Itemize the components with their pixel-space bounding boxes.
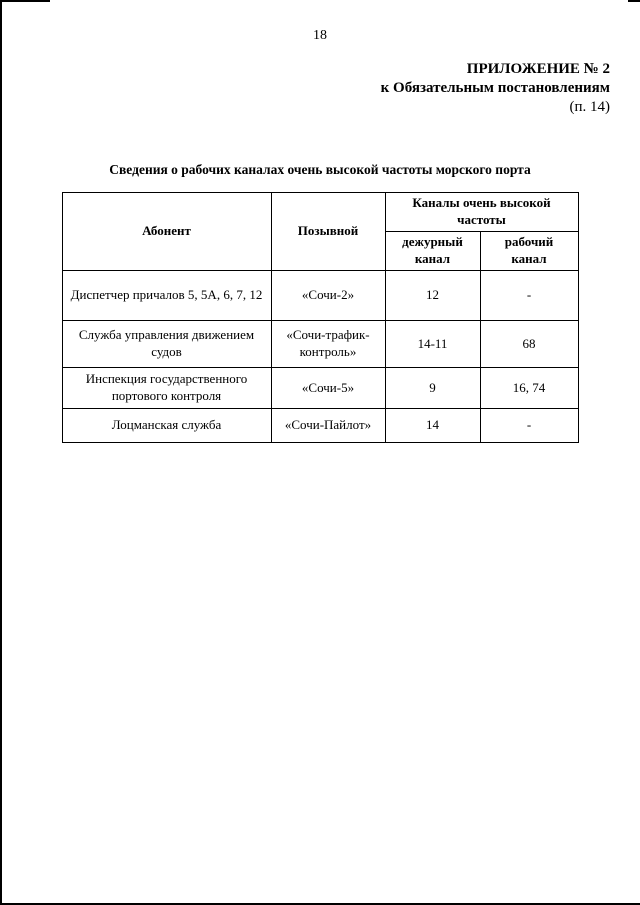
- table-row: [62, 271, 578, 321]
- cell-abonent: Инспекция государственного портового контроля: [62, 368, 271, 409]
- page-number: 18: [313, 28, 327, 43]
- cell-abonent: Служба управления движением судов: [62, 321, 271, 368]
- scan-edge-top-right: [628, 0, 640, 2]
- cell-callsign: «Сочи-Пайлот»: [271, 409, 385, 443]
- col-header-vhf-group: Каналы очень высокой частоты: [385, 193, 578, 232]
- cell-duty-channel: 12: [385, 271, 480, 321]
- cell-callsign: «Сочи-трафик-контроль»: [271, 321, 385, 368]
- cell-callsign: «Сочи-2»: [271, 271, 385, 321]
- col-header-abonent: Абонент: [62, 193, 271, 271]
- cell-duty-channel: 14-11: [385, 321, 480, 368]
- scan-edge-left: [0, 0, 2, 905]
- cell-duty-channel: 14: [385, 409, 480, 443]
- table-row: [62, 409, 578, 443]
- col-header-callsign: Позывной: [271, 193, 385, 271]
- cell-working-channel: -: [480, 409, 578, 443]
- col-header-working-channel: рабочий канал: [480, 232, 578, 271]
- vhf-channels-table: [62, 192, 579, 443]
- col-header-duty-channel: дежурный канал: [385, 232, 480, 271]
- document-title: Сведения о рабочих каналах очень высокой частоты морского порта: [109, 162, 531, 178]
- cell-callsign: «Сочи-5»: [271, 368, 385, 409]
- cell-abonent: Лоцманская служба: [62, 409, 271, 443]
- appendix-block: [0, 60, 610, 116]
- scan-edge-top-left: [0, 0, 50, 2]
- appendix-line-3: (п. 14): [569, 98, 610, 115]
- cell-working-channel: 68: [480, 321, 578, 368]
- cell-working-channel: 16, 74: [480, 368, 578, 409]
- cell-working-channel: -: [480, 271, 578, 321]
- appendix-line-1: ПРИЛОЖЕНИЕ № 2: [466, 61, 610, 77]
- table-row: [62, 368, 578, 409]
- cell-abonent: Диспетчер причалов 5, 5А, 6, 7, 12: [62, 271, 271, 321]
- cell-duty-channel: 9: [385, 368, 480, 409]
- table-row: [62, 321, 578, 368]
- appendix-line-2: к Обязательным постановлениям: [380, 79, 610, 96]
